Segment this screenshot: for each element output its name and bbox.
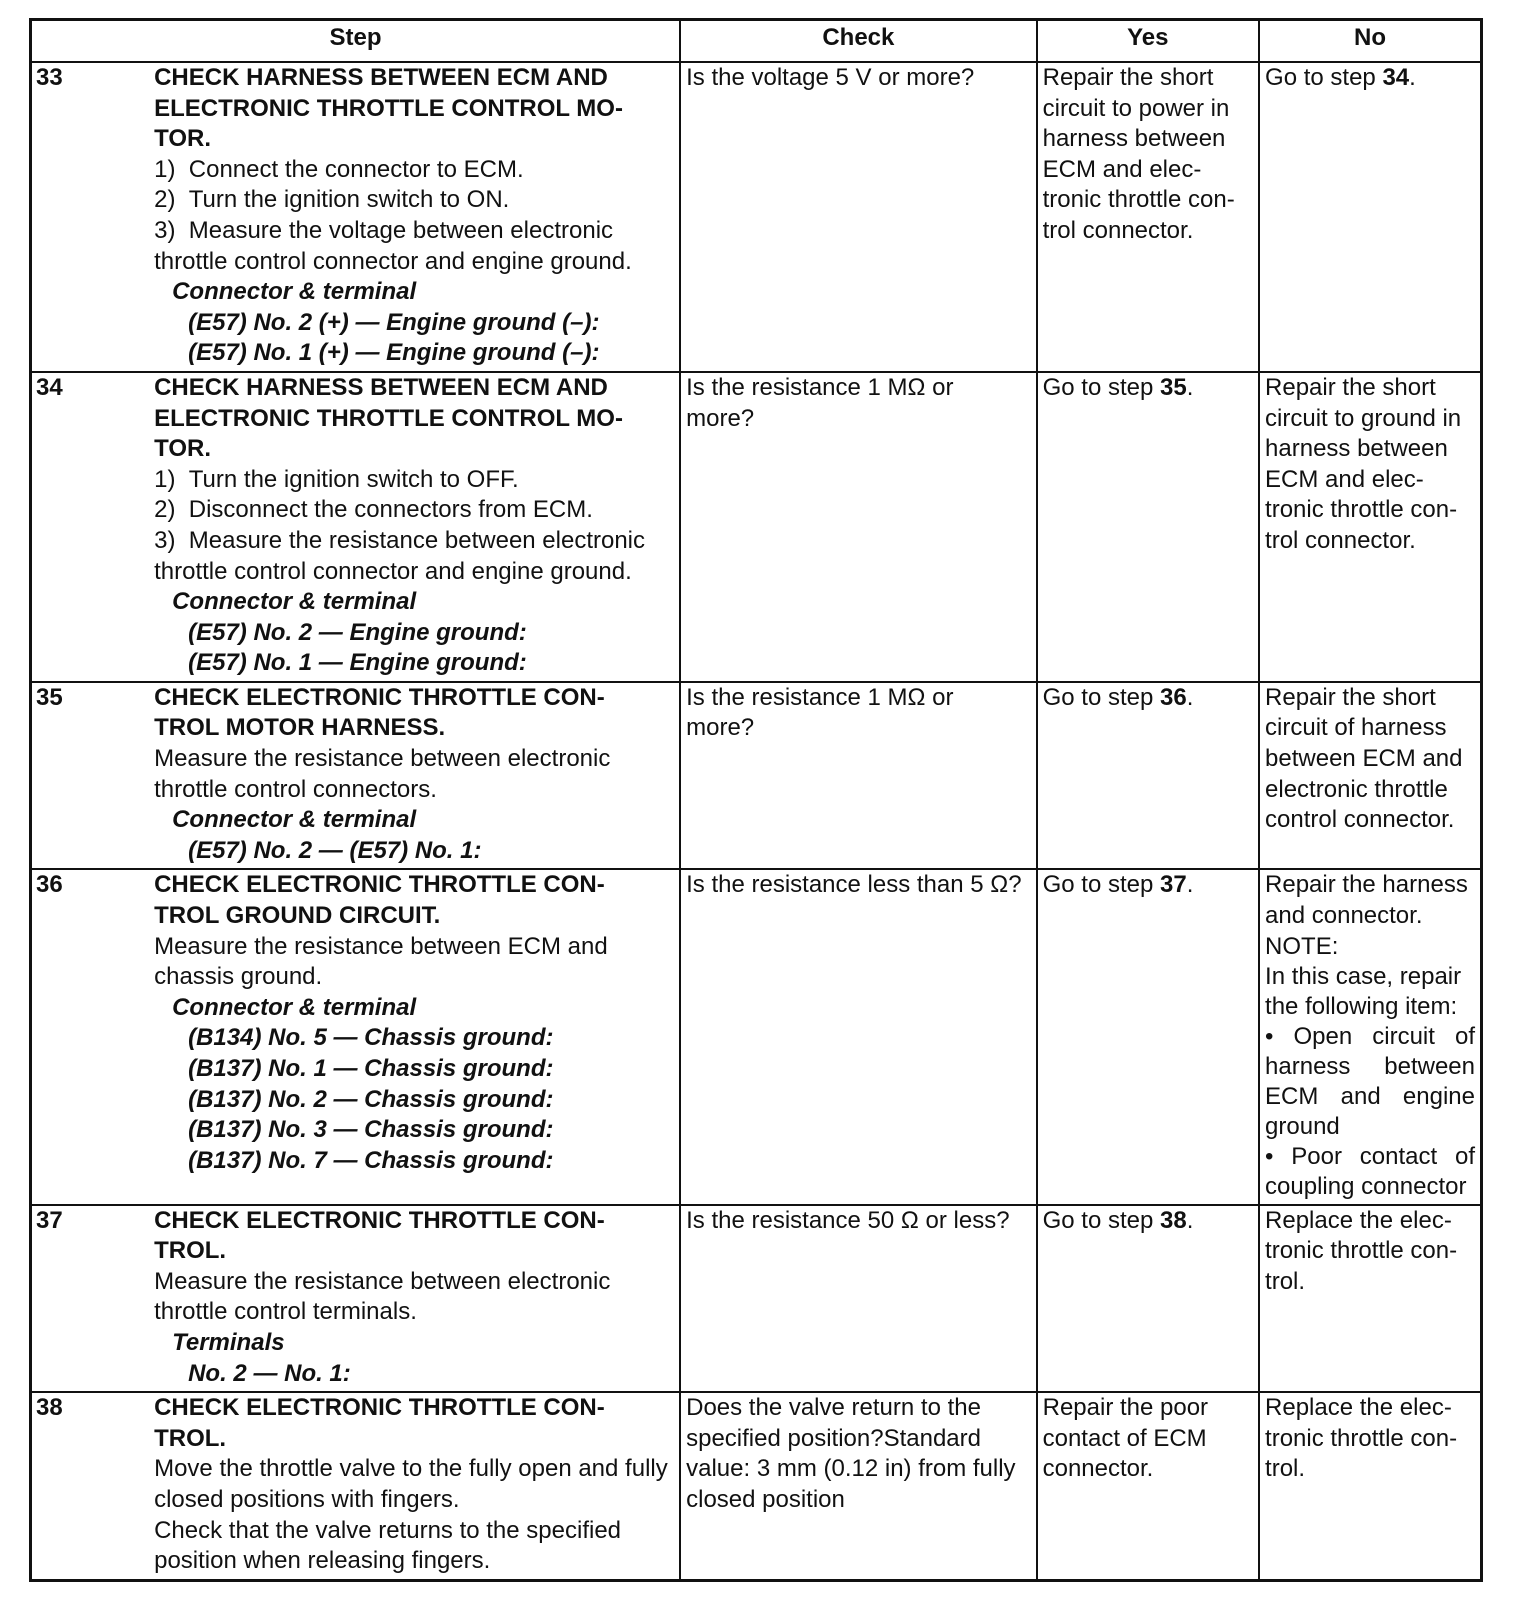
step-number: 36 [31,869,153,1204]
goto-punct: . [1409,64,1416,91]
check-line: Is the resistance less than 5 Ω? [686,871,1022,899]
step-heading-line: TOR. [154,435,211,463]
table-row [31,1392,1482,1580]
note-line: In this case, repair [1265,962,1462,990]
header-no: No [1259,20,1481,63]
no-line: trol. [1265,1267,1306,1295]
procedure-line: closed positions with fingers. [154,1485,460,1513]
no-line: Replace the elec- [1265,1206,1452,1234]
no-cell [1259,869,1481,1204]
goto-text: Go to step [1042,683,1161,711]
header-step: Step [31,20,681,63]
spec-label: Connector & terminal [172,278,417,306]
yes-cell [1037,62,1259,372]
step-heading-line: TOR. [154,125,211,153]
spec-line: (E57) No. 2 — Engine ground: [188,618,527,646]
note-line: ECM and engine [1265,1082,1475,1110]
step-heading-line: TROL. [154,1237,227,1265]
yes-cell [1037,1205,1259,1393]
no-line: Repair the short [1265,683,1436,711]
step-heading-line: CHECK ELECTRONIC THROTTLE CON- [154,1206,605,1234]
procedure-line: throttle control connectors. [154,775,437,803]
yes-line [1043,1206,1253,1237]
step-heading-line: CHECK ELECTRONIC THROTTLE CON- [154,1394,605,1422]
no-line: Repair the short [1265,373,1436,401]
procedure-line: throttle control connector and engine ground. [154,247,632,275]
spec-label: Connector & terminal [172,588,417,616]
check-cell [680,1392,1037,1580]
step-number: 35 [31,682,153,870]
goto-step-number: 34 [1382,64,1410,91]
procedure-line: Measure the resistance between ECM and [154,932,608,960]
no-line: electronic throttle [1265,775,1448,803]
note-line: • Open circuit of [1265,1022,1475,1050]
goto-punct: . [1186,683,1194,711]
goto-step-number: 38 [1160,1206,1187,1234]
yes-line: contact of ECM [1042,1424,1207,1452]
yes-line: circuit to power in [1042,94,1230,122]
spec-label: Connector & terminal [172,993,417,1021]
check-cell [680,869,1037,1204]
goto-step-number: 37 [1160,871,1187,899]
spec-line: (E57) No. 2 (+) — Engine ground (–): [188,308,600,336]
yes-line: trol connector. [1042,216,1194,244]
goto-step-number: 35 [1160,373,1187,401]
procedure-line: chassis ground. [154,963,323,991]
no-line: between ECM and [1265,745,1463,773]
no-line: ECM and elec- [1265,465,1424,493]
no-line: tronic throttle con- [1265,1237,1458,1265]
goto-punct: . [1186,373,1194,401]
yes-line [1043,373,1253,404]
spec-line: (E57) No. 1 (+) — Engine ground (–): [188,339,600,367]
check-line: Does the valve return to the [686,1394,981,1422]
goto-text: Go to step [1042,1206,1161,1234]
procedure-line: Measure the resistance between electronic [154,1267,611,1295]
no-line: Replace the elec- [1265,1394,1452,1422]
note-line: coupling connector [1265,1172,1467,1200]
spec-label: Connector & terminal [172,806,417,834]
no-line: trol. [1265,1455,1306,1483]
no-line: and connector. [1265,902,1423,930]
yes-line: Repair the poor [1042,1394,1209,1422]
step-heading-line: TROL MOTOR HARNESS. [154,714,446,742]
no-cell [1259,682,1481,870]
table-row [31,682,1482,870]
step-heading-line: CHECK ELECTRONIC THROTTLE CON- [154,871,605,899]
yes-line: harness between [1042,125,1226,153]
procedure-line: throttle control terminals. [154,1298,417,1326]
no-line [1265,63,1475,94]
check-line: closed position [686,1485,845,1513]
procedure-line: Move the throttle valve to the fully open and fully [154,1455,668,1483]
no-line: control connector. [1265,806,1455,834]
spec-line: (B137) No. 7 — Chassis ground: [188,1146,554,1174]
step-description [152,372,680,682]
procedure-line: position when releasing fingers. [154,1547,491,1575]
procedure-line: 2) Disconnect the connectors from ECM. [154,496,593,524]
step-number: 34 [31,372,153,682]
spec-line: (B137) No. 2 — Chassis ground: [188,1085,554,1113]
yes-cell [1037,682,1259,870]
no-cell [1259,1392,1481,1580]
step-heading-line: CHECK HARNESS BETWEEN ECM AND [154,373,608,401]
check-line: Is the resistance 1 MΩ or [686,373,954,401]
check-line: specified position?Standard [686,1424,981,1452]
goto-text: Go to step [1042,373,1161,401]
procedure-line: 3) Measure the voltage between electronic [154,216,614,244]
no-cell [1259,372,1481,682]
step-description [152,62,680,372]
table-header-row [31,20,1482,63]
step-heading-line: CHECK ELECTRONIC THROTTLE CON- [154,683,605,711]
spec-line: (B134) No. 5 — Chassis ground: [188,1024,554,1052]
note-line: the following item: [1265,992,1458,1020]
note-line: NOTE: [1265,932,1339,960]
yes-line: connector. [1042,1455,1154,1483]
step-description [152,869,680,1204]
note-line: • Poor contact of [1265,1142,1475,1170]
table-row [31,372,1482,682]
header-yes: Yes [1037,20,1259,63]
step-description [152,682,680,870]
check-line: value: 3 mm (0.12 in) from fully [686,1455,1016,1483]
goto-step-number: 36 [1160,683,1187,711]
check-line: more? [686,404,755,432]
check-line: Is the voltage 5 V or more? [686,64,975,91]
check-line: more? [686,714,755,742]
table-row [31,62,1482,372]
no-line: circuit of harness [1265,714,1447,742]
procedure-line: 1) Connect the connector to ECM. [154,155,524,183]
yes-line: tronic throttle con- [1042,186,1235,214]
step-number: 37 [31,1205,153,1393]
check-cell [680,372,1037,682]
no-line: trol connector. [1265,526,1416,554]
step-number: 33 [31,62,153,372]
yes-cell [1037,1392,1259,1580]
table-row [31,1205,1482,1393]
procedure-line: throttle control connector and engine ground. [154,557,632,585]
procedure-line: 2) Turn the ignition switch to ON. [154,186,510,214]
spec-line: (B137) No. 3 — Chassis ground: [188,1116,554,1144]
goto-text: Go to step [1265,64,1383,91]
goto-punct: . [1186,1206,1194,1234]
yes-line [1043,683,1253,714]
no-cell [1259,62,1481,372]
procedure-line: Check that the valve returns to the specified [154,1516,622,1544]
step-number: 38 [31,1392,153,1580]
no-line: tronic throttle con- [1265,1424,1458,1452]
no-line: circuit to ground in [1265,404,1462,432]
spec-line: (B137) No. 1 — Chassis ground: [188,1055,554,1082]
step-heading-line: TROL. [154,1424,227,1452]
yes-line [1043,870,1253,901]
step-heading-line: TROL GROUND CIRCUIT. [154,902,441,930]
step-heading-line: CHECK HARNESS BETWEEN ECM AND [154,64,608,91]
procedure-line: 1) Turn the ignition switch to OFF. [154,465,519,493]
goto-punct: . [1186,871,1194,899]
spec-label: Terminals [172,1329,285,1356]
procedure-line: Measure the resistance between electronic [154,745,611,773]
goto-text: Go to step [1042,871,1161,899]
step-heading-line: ELECTRONIC THROTTLE CONTROL MO- [154,94,623,122]
step-heading-line: ELECTRONIC THROTTLE CONTROL MO- [154,404,623,432]
check-cell [680,62,1037,372]
no-line: tronic throttle con- [1265,496,1458,524]
table-row [31,869,1482,1204]
note-line: ground [1265,1112,1340,1140]
yes-line: Repair the short [1042,64,1214,91]
note-line: harness between [1265,1052,1475,1080]
header-check: Check [680,20,1037,63]
yes-cell [1037,372,1259,682]
step-description [152,1392,680,1580]
spec-line: (E57) No. 2 — (E57) No. 1: [188,836,482,864]
no-line: Repair the harness [1265,871,1468,899]
diagnostic-table [29,18,1483,1582]
yes-cell [1037,869,1259,1204]
check-line: Is the resistance 1 MΩ or [686,683,954,711]
diagnostic-procedure-document [29,18,1483,1582]
check-line: Is the resistance 50 Ω or less? [686,1206,1010,1234]
spec-line: (E57) No. 1 — Engine ground: [188,649,527,677]
spec-line: No. 2 — No. 1: [188,1359,351,1387]
procedure-line: 3) Measure the resistance between electronic [154,526,646,554]
no-line: harness between [1265,435,1448,463]
step-description [152,1205,680,1393]
no-cell [1259,1205,1481,1393]
check-cell [680,1205,1037,1393]
yes-line: ECM and elec- [1042,155,1202,183]
check-cell [680,682,1037,870]
